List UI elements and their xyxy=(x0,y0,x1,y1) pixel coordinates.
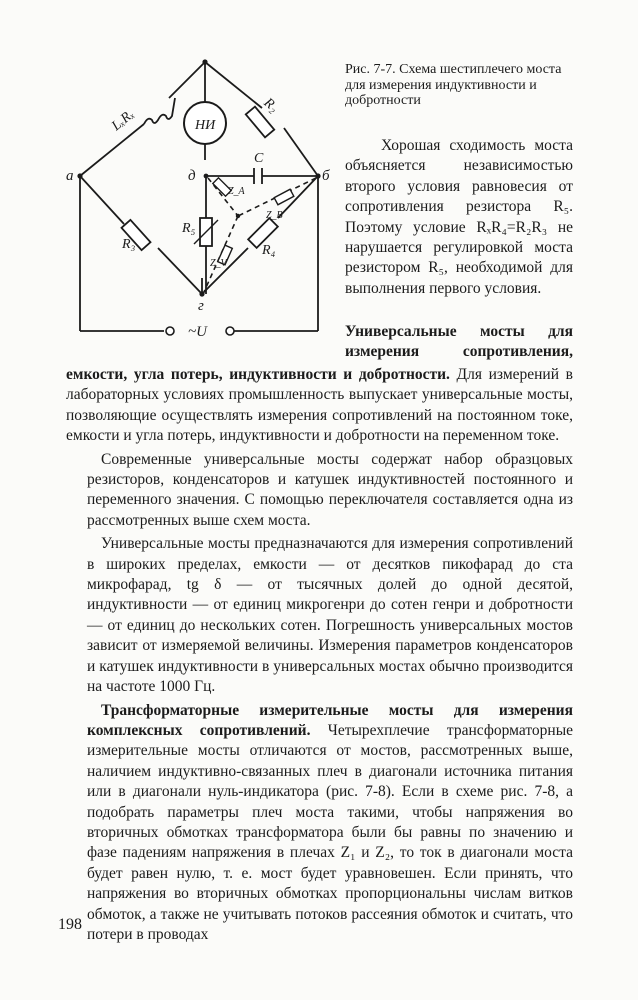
transformer-bridges-heading: Трансформаторные измерительные мосты для измерения комплексных сопротивлений. xyxy=(87,701,573,739)
label-r5: R₅ xyxy=(182,221,196,236)
figure-caption: Рис. 7-7. Схема шестиплечего моста для измерения индуктивности и добротности xyxy=(345,62,562,108)
label-zv: Z_V xyxy=(210,258,227,269)
label-za: Z_A xyxy=(228,186,245,197)
paragraph-1 xyxy=(66,365,573,447)
label-node-g: г xyxy=(198,298,204,314)
bridge-circuit-diagram xyxy=(58,48,333,348)
label-zb: Z_B xyxy=(266,210,283,221)
paragraph-4-text: Четырехплечие трансформаторные измерительные мосты отличаются от мостов, рассмотренных выше, наличием индуктивно-связанных плеч в диагонали источника питания или в диагонали нуль-индикатора (рис. 7-8). Если в схеме рис. 7-8, а подобрать параметры плеч моста такими, чтобы напряжения во вторичных обмотках трансформатора были бы равны по значению и фазе падениям напряжения в плечах Z₁ и Z₂, то ток в диагонали моста будет равен нулю, т. е. мост будет уравновешен. Если принять, что напряжения во вторичных обмотках пропорциональны числам витков обмоток, а также не учитывать потоков рассеяния обмоток и считать, что потери в проводах xyxy=(87,721,573,943)
label-lx-rx: LₓRₓ xyxy=(109,106,138,135)
paragraph-4 xyxy=(87,701,573,946)
side-paragraph xyxy=(345,136,573,299)
inductor-coil xyxy=(144,98,175,124)
label-r4: R₄ xyxy=(262,243,276,258)
impedance-zb xyxy=(274,189,294,205)
section-heading-end: емкости, угла потерь, индуктивности и добротности. xyxy=(66,366,450,383)
label-r3: R₃ xyxy=(122,237,136,252)
page-number: 198 xyxy=(58,916,82,933)
side-text: Хорошая сходимость моста объясняется независимостью второго условия равновесия от сопротивления резистора R₅. Поэтому условие RₓR₄=R₂R₃ не нарушается регулировкой моста резистором R₅, необходимой для выполнения первого условия. xyxy=(345,137,573,297)
label-node-a: а xyxy=(66,168,74,184)
paragraph-3: Универсальные мосты предназначаются для измерения сопротивлений в широких пределах, емкости — от десятков пикофарад до ста микрофарад, tg δ — от тысячных долей до одной десятой, индуктивности — от единиц микрогенри до сотен генри и добротности — от единиц до нескольких сотен. Погрешность универсальных мостов зависит от измеряемой величины. Измерения параметров конденсаторов и катушек индуктивности в универсальных мостах обычно производится на частоте 1000 Гц. xyxy=(87,535,573,696)
label-c: C xyxy=(254,151,264,166)
label-source: ~U xyxy=(188,324,207,340)
label-node-d: д xyxy=(188,168,196,184)
label-node-b: б xyxy=(322,168,330,184)
paragraph-2: Современные универсальные мосты содержат набор образцовых резисторов, конденсаторов и катушек индуктивностей постоянного и переменного значения. С помощью переключателя составляется одна из рассмотренных выше схем моста. xyxy=(87,450,573,529)
label-r2: R₂ xyxy=(260,95,281,116)
paragraph-1-text: Для измерений в лабораторных условиях промышленность выпускает универсальные мосты, позволяющие осуществлять измерения сопротивлений на постоянном токе, емкости и угла потерь, индуктивности и добротности на переменном токе. xyxy=(66,366,573,445)
label-indicator: НИ xyxy=(195,118,216,133)
section-heading-start: Универсальные мосты для измерения сопротивления, xyxy=(345,323,573,361)
